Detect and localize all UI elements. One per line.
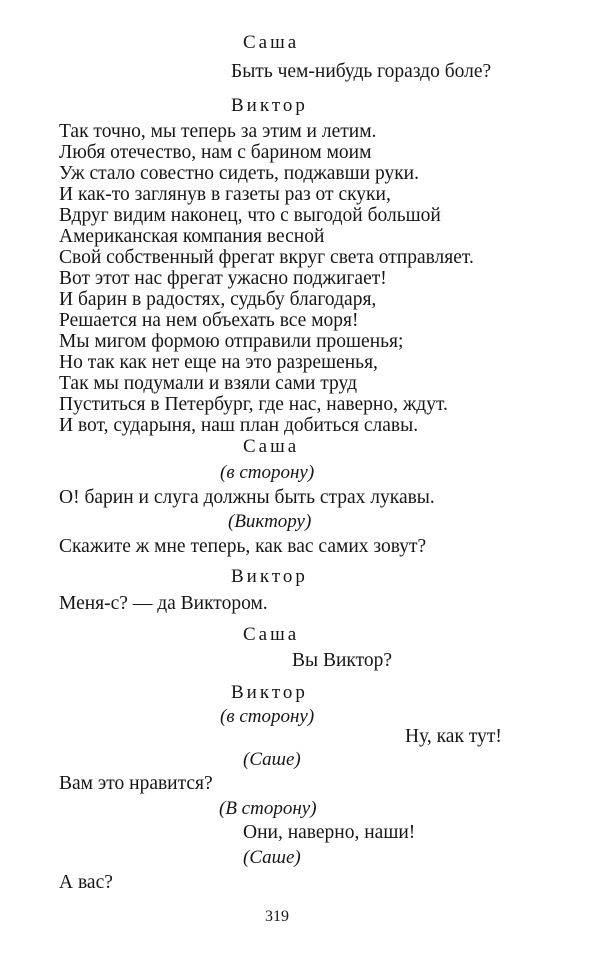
verse-line: Так мы подумали и взяли сами труд: [59, 373, 357, 394]
verse-line: А вас?: [59, 872, 113, 893]
verse-line: Но так как нет еще на это разрешенья,: [59, 352, 378, 373]
stage-direction: (в сторону): [220, 706, 315, 727]
verse-line: Пуститься в Петербург, где нас, наверно, ждут.: [59, 394, 448, 415]
verse-line: Так точно, мы теперь за этим и летим.: [59, 121, 377, 142]
verse-line: Вы Виктор?: [292, 650, 393, 671]
stage-direction: (Виктору): [228, 511, 312, 532]
speaker-sasha: Саша: [243, 624, 300, 645]
verse-line: Решается на нем объехать все моря!: [59, 310, 359, 331]
verse-line: Ну, как тут!: [405, 726, 502, 747]
verse-line: О! барин и слуга должны быть страх лукавы.: [59, 487, 435, 508]
verse-line: Скажите ж мне теперь, как вас самих зовут?: [59, 536, 427, 557]
stage-direction: (Саше): [243, 847, 301, 868]
verse-line: И барин в радостях, судьбу благодаря,: [59, 289, 377, 310]
verse-line: Мы мигом формою отправили прошенья;: [59, 331, 404, 352]
verse-line: И вот, сударыня, наш план добиться славы.: [59, 415, 419, 436]
speaker-viktor: Виктор: [231, 682, 308, 703]
verse-line: Американская компания весной: [59, 226, 325, 247]
stage-direction: (Саше): [243, 749, 301, 770]
verse-line: Любя отечество, нам с барином моим: [59, 142, 372, 163]
verse-line: Вот этот нас фрегат ужасно поджигает!: [59, 268, 387, 289]
verse-line: Вам это нравится?: [59, 773, 213, 794]
stage-direction: (В сторону): [219, 798, 317, 819]
speaker-viktor: Виктор: [231, 566, 308, 587]
speaker-sasha: Саша: [243, 436, 300, 457]
verse-line: Свой собственный фрегат вкруг света отправляет.: [59, 247, 474, 268]
verse-line: Меня-с? — да Виктором.: [59, 593, 268, 614]
speaker-viktor: Виктор: [231, 95, 308, 116]
verse-line: Они, наверно, наши!: [243, 822, 416, 843]
verse-line: Уж стало совестно сидеть, поджавши руки.: [59, 163, 419, 184]
stage-direction: (в сторону): [220, 462, 315, 483]
speaker-sasha: Саша: [243, 32, 300, 53]
verse-line: Вдруг видим наконец, что с выгодой большой: [59, 205, 441, 226]
page-number: 319: [265, 908, 289, 925]
verse-line: Быть чем-нибудь гораздо боле?: [231, 61, 492, 82]
verse-line: И как-то заглянув в газеты раз от скуки,: [59, 184, 391, 205]
